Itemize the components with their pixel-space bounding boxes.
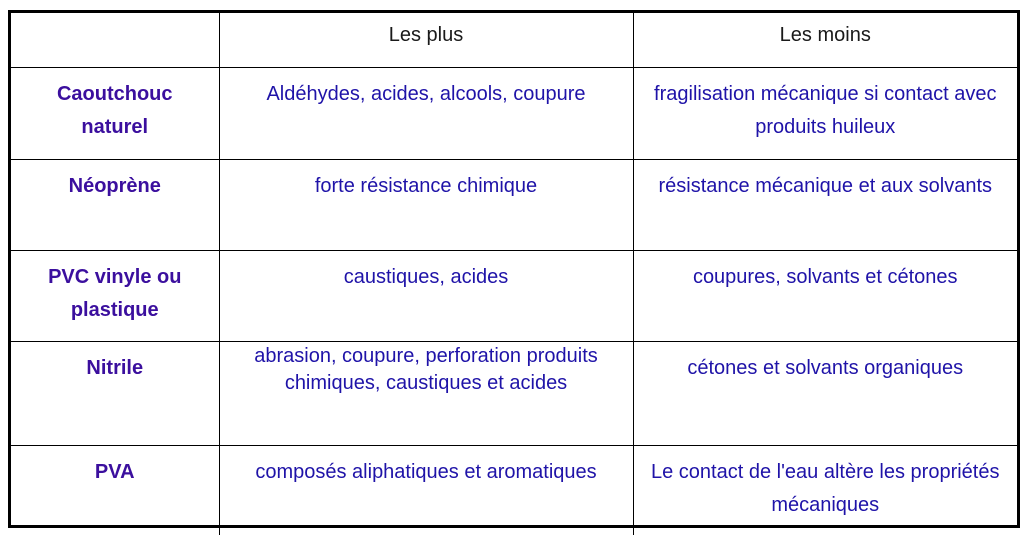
header-moins: Les moins: [633, 13, 1017, 68]
table-row: [11, 342, 1017, 446]
header-empty-cell: [11, 13, 219, 68]
header-plus: Les plus: [219, 13, 633, 68]
material-name: Néoprène: [11, 160, 219, 251]
plus-cell: composés aliphatiques et aromatiques: [219, 446, 633, 535]
material-name: PVC vinyle ou plastique: [11, 251, 219, 342]
moins-cell: fragilisation mécanique si contact avec produits huileux: [633, 68, 1017, 160]
table-row: [11, 68, 1017, 160]
moins-cell: résistance mécanique et aux solvants: [633, 160, 1017, 251]
comparison-table-frame: [8, 10, 1020, 528]
material-name: PVA: [11, 446, 219, 535]
glove-material-table: [11, 13, 1017, 535]
plus-cell: abrasion, coupure, perforation produits chimiques, caustiques et acides: [219, 342, 633, 446]
table-row: [11, 251, 1017, 342]
table-row: [11, 160, 1017, 251]
material-name: Nitrile: [11, 342, 219, 446]
moins-cell: coupures, solvants et cétones: [633, 251, 1017, 342]
plus-cell: Aldéhydes, acides, alcools, coupure: [219, 68, 633, 160]
material-name: Caoutchouc naturel: [11, 68, 219, 160]
plus-cell: caustiques, acides: [219, 251, 633, 342]
table-row: [11, 446, 1017, 535]
plus-cell: forte résistance chimique: [219, 160, 633, 251]
moins-cell: Le contact de l'eau altère les propriétés mécaniques: [633, 446, 1017, 535]
table-header-row: [11, 13, 1017, 68]
moins-cell: cétones et solvants organiques: [633, 342, 1017, 446]
